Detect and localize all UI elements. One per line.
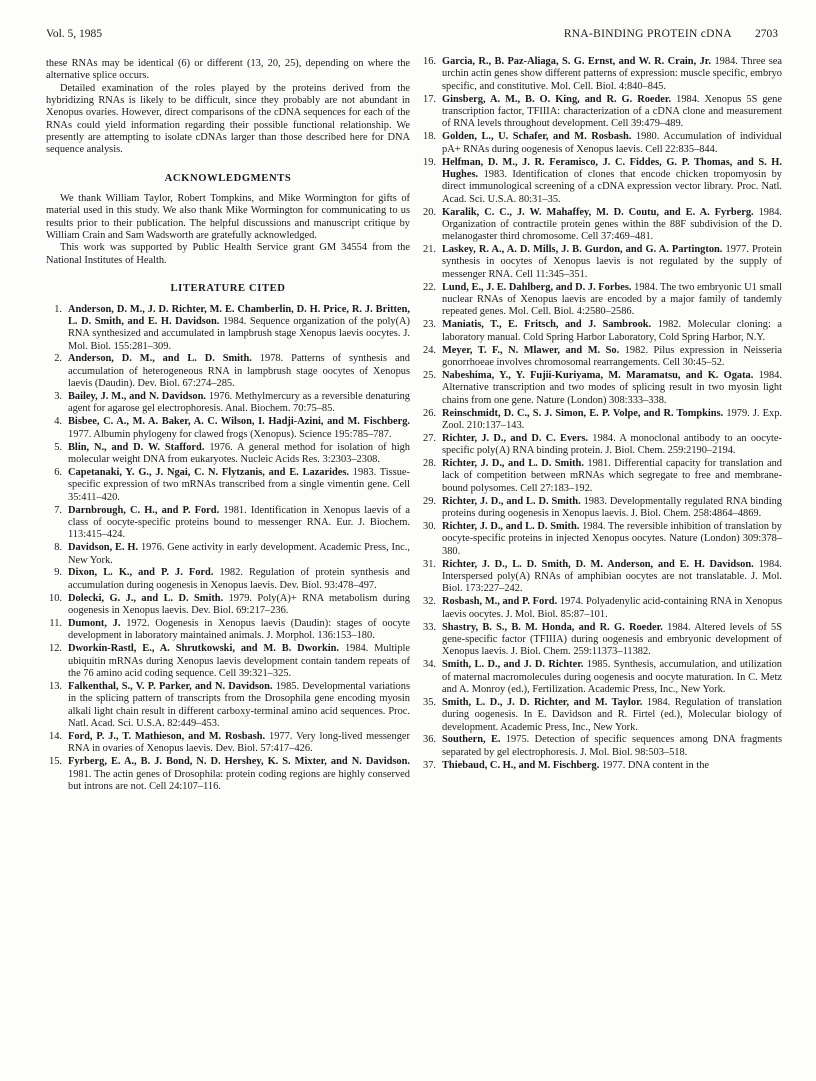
- reference-entry: [46, 304, 410, 353]
- reference-citation: 1982. Pilus expression in Neisseria gonorrhoeae involves chromosomal rearrangements. Cell 30:45–52.: [442, 344, 782, 368]
- reference-entry: [420, 56, 782, 93]
- left-column: [46, 58, 410, 794]
- reference-authors: Richter, J. D., and L. D. Smith.: [442, 458, 584, 470]
- reference-authors: Ford, P. J., T. Mathieson, and M. Rosbash.: [68, 730, 266, 742]
- reference-entry: [420, 697, 782, 734]
- reference-citation: 1972. Oogenesis in Xenopus laevis (Daudin): stages of oocyte development in laboratory maintained animals. J. Morphol. 136:153–180.: [68, 618, 410, 642]
- funding-paragraph: This work was supported by Public Health Service grant GM 34554 from the National Institutes of Health.: [46, 242, 410, 266]
- reference-citation: 1979. J. Exp. Zool. 210:137–143.: [442, 407, 782, 431]
- reference-entry: [46, 731, 410, 756]
- reference-number: 11.: [49, 618, 62, 630]
- reference-entry: [420, 433, 782, 458]
- reference-authors: Dolecki, G. J., and L. D. Smith.: [68, 592, 224, 604]
- reference-citation: 1984. Three sea urchin actin genes show different patterns of expression: muscle specific, embryo specific, and constitutive. Mol. Cell. Biol. 4:840–845.: [442, 56, 782, 92]
- reference-entry: [46, 442, 410, 467]
- reference-entry: [420, 496, 782, 521]
- reference-citation: 1984. Altered levels of 5S gene-specific factor (TFIIIA) during oogenesis and embryonic development of Xenopus laevis. J. Biol. Chem. 259:11373–11382.: [442, 621, 783, 658]
- reference-entry: [420, 734, 782, 759]
- page-header: [46, 28, 778, 44]
- acknowledgments-paragraph: We thank William Taylor, Robert Tompkins, and Mike Wormington for gifts of material used in this study. We also thank Mike Wormington for communicating to us results prior to their publication. The helpful discussions and manuscript critique by William Crain and Sam Wadsworth are gratefully acknowledged.: [46, 193, 410, 242]
- reference-authors: Capetanaki, Y. G., J. Ngai, C. N. Flytzanis, and E. Lazarides.: [68, 466, 349, 478]
- reference-authors: Thiebaud, C. H., and M. Fischberg.: [442, 759, 600, 771]
- reference-number: 16.: [423, 56, 436, 67]
- reference-number: 6.: [54, 466, 62, 478]
- reference-authors: Dworkin-Rastl, E., A. Shrutkowski, and M. B. Dworkin.: [68, 643, 340, 655]
- reference-citation: 1981. The actin genes of Drosophila: protein coding regions are highly conserved but introns are not. Cell 24:107–116.: [68, 768, 410, 792]
- reference-number: 34.: [423, 659, 436, 671]
- reference-citation: 1980. Accumulation of individual pA+ RNAs during oogenesis of Xenopus laevis. Cell 22:835–844.: [442, 131, 782, 155]
- reference-entry: [46, 353, 410, 390]
- reference-number: 23.: [423, 319, 436, 331]
- reference-citation: 1984. Multiple ubiquitin mRNAs during Xenopus laevis development contain tandem repeats of the 76 amino acid coding sequence. Cell 39:321–325.: [68, 643, 411, 679]
- reference-number: 10.: [49, 592, 62, 604]
- reference-number: 1.: [54, 303, 62, 315]
- reference-number: 7.: [54, 504, 62, 516]
- reference-entry: [420, 157, 782, 206]
- reference-number: 18.: [423, 131, 436, 143]
- reference-entry: [420, 131, 782, 156]
- reference-entry: [420, 370, 782, 407]
- reference-number: 26.: [423, 407, 436, 419]
- reference-authors: Meyer, T. F., N. Mlawer, and M. So.: [442, 344, 620, 356]
- running-title: RNA-BINDING PROTEIN cDNA: [563, 28, 732, 40]
- reference-entry: [420, 282, 782, 319]
- reference-entry: [420, 458, 782, 495]
- reference-citation: 1976. A general method for isolation of high molecular weight DNA from eukaryotes. Nucleic Acids Res. 3:2303–2308.: [68, 441, 410, 465]
- reference-number: 5.: [54, 441, 62, 453]
- reference-authors: Richter, J. D., and L. D. Smith.: [442, 495, 581, 507]
- reference-citation: 1984. Interspersed poly(A) RNAs of amphibian oocytes are not translatable. J. Mol. Biol. 173:227–242.: [442, 558, 782, 595]
- reference-entry: [46, 643, 410, 680]
- reference-entry: [46, 756, 410, 793]
- reference-citation: 1981. Identification in Xenopus laevis of a class of oocyte-specific proteins bound to messenger RNA. Eur. J. Biochem. 113:415–424.: [68, 504, 410, 541]
- reference-citation: 1975. Detection of specific sequences among DNA fragments separated by gel electrophoresis. J. Mol. Biol. 98:503–518.: [442, 734, 782, 758]
- reference-authors: Richter, J. D., and L. D. Smith.: [442, 521, 580, 533]
- reference-authors: Lund, E., J. E. Dahlberg, and D. J. Forbes.: [442, 281, 632, 293]
- reference-authors: Garcia, R., B. Paz-Aliaga, S. G. Ernst, and W. R. Crain, Jr.: [442, 56, 712, 67]
- reference-number: 32.: [423, 596, 436, 608]
- reference-citation: 1976. Methylmercury as a reversible denaturing agent for agarose gel electrophoresis. Anal. Biochem. 70:75–85.: [68, 391, 410, 415]
- reference-number: 14.: [49, 730, 62, 742]
- reference-entry: [420, 521, 782, 558]
- reference-number: 17.: [423, 93, 436, 105]
- reference-list-right: [420, 56, 782, 772]
- reference-number: 22.: [423, 281, 436, 293]
- reference-list-left: [46, 304, 410, 794]
- reference-citation: 1984. A monoclonal antibody to an oocyte-specific poly(A) RNA binding protein. J. Biol. Chem. 259:2190–2194.: [442, 432, 782, 457]
- reference-citation: 1977. Very long-lived messenger RNA in ovaries of Xenopus laevis. Dev. Biol. 57:417–426.: [68, 730, 410, 755]
- reference-authors: Helfman, D. M., J. R. Feramisco, J. C. Fiddes, G. P. Thomas, and S. H. Hughes.: [442, 156, 782, 180]
- reference-entry: [420, 319, 782, 344]
- reference-entry: [46, 593, 410, 618]
- reference-number: 27.: [423, 432, 436, 444]
- reference-number: 4.: [54, 416, 62, 428]
- reference-authors: Richter, J. D., and D. C. Evers.: [442, 432, 589, 444]
- reference-citation: 1981. Differential capacity for translation and lack of competition between mRNAs which segregate to free and membrane-bound polysomes. Cell 27:183–192.: [442, 458, 782, 494]
- right-column: [420, 56, 782, 773]
- reference-authors: Dumont, J.: [68, 618, 121, 630]
- reference-authors: Richter, J. D., L. D. Smith, D. M. Anderson, and E. H. Davidson.: [442, 558, 754, 570]
- reference-authors: Ginsberg, A. M., B. O. King, and R. G. Roeder.: [442, 93, 672, 105]
- reference-citation: 1985. Synthesis, accumulation, and utilization of maternal macromolecules during oogenesis and oocyte maturation. In C. Metz and A. Monroy (ed.), Fertilization. Academic Press, Inc., New York.: [442, 659, 782, 695]
- reference-citation: 1977. Albumin phylogeny for clawed frogs (Xenopus). Science 195:785–787.: [68, 428, 392, 440]
- reference-citation: 1984. Regulation of translation during oogenesis. In E. Davidson and R. Firtel (ed.), Molecular biology of development. Academic Press, Inc., New York.: [442, 696, 782, 733]
- reference-authors: Bailey, J. M., and N. Davidson.: [68, 391, 206, 403]
- reference-authors: Nabeshima, Y., Y. Fujii-Kuriyama, M. Maramatsu, and K. Ogata.: [442, 369, 754, 381]
- reference-entry: [420, 244, 782, 281]
- reference-number: 15.: [49, 756, 62, 768]
- reference-number: 29.: [423, 495, 436, 507]
- reference-authors: Blin, N., and D. W. Stafford.: [68, 441, 205, 453]
- reference-entry: [420, 596, 782, 621]
- reference-authors: Darnbrough, C. H., and P. Ford.: [68, 504, 220, 516]
- page-number: 2703: [755, 28, 778, 40]
- reference-entry: [420, 345, 782, 370]
- reference-entry: [420, 559, 782, 596]
- reference-authors: Reinschmidt, D. C., S. J. Simon, E. P. Volpe, and R. Tompkins.: [442, 407, 724, 419]
- reference-authors: Shastry, B. S., B. M. Honda, and R. G. Roeder.: [442, 621, 663, 633]
- reference-citation: 1976. Gene activity in early development. Academic Press, Inc., New York.: [68, 542, 410, 566]
- reference-authors: Smith, L. D., and J. D. Richter.: [442, 659, 584, 671]
- reference-number: 35.: [423, 696, 436, 708]
- reference-authors: Rosbash, M., and P. Ford.: [442, 596, 558, 608]
- reference-citation: 1984. The reversible inhibition of translation by oocyte-specific proteins in injected Xenopus oocytes. Nature (London) 309:378–380.: [442, 521, 782, 557]
- reference-number: 37.: [423, 759, 436, 771]
- reference-authors: Southern, E.: [442, 734, 501, 746]
- reference-citation: 1983. Identification of clones that encode chicken tropomyosin by direct immunological screening of a cDNA expression vector library. Proc. Natl. Acad. Sci. U.S.A. 80:31–35.: [442, 168, 782, 205]
- volume-label: Vol. 5, 1985: [46, 28, 103, 40]
- reference-citation: 1984. Alternative transcription and two modes of splicing result in two myosin light chains from one gene. Nature (London) 308:333–338.: [442, 369, 782, 406]
- reference-authors: Karalik, C. C., J. W. Mahaffey, M. D. Coutu, and E. A. Fyrberg.: [442, 206, 754, 218]
- reference-citation: 1984. The two embryonic U1 small nuclear RNAs of Xenopus laevis are encoded by a major family of tandemly repeated genes. Mol. Cell. Biol. 4:2580–2586.: [442, 281, 782, 318]
- reference-number: 2.: [54, 353, 62, 365]
- reference-authors: Golden, L., U. Schafer, and M. Rosbash.: [442, 131, 632, 143]
- reference-entry: [46, 567, 410, 592]
- reference-authors: Fyrberg, E. A., B. J. Bond, N. D. Hershey, K. S. Mixter, and N. Davidson.: [68, 756, 410, 768]
- reference-number: 36.: [423, 734, 436, 746]
- reference-citation: 1983. Developmentally regulated RNA binding proteins during oogenesis in Xenopus laevis. J. Biol. Chem. 258:4864–4869.: [442, 495, 782, 520]
- reference-citation: 1977. DNA content in the: [601, 759, 710, 771]
- reference-number: 12.: [49, 643, 62, 655]
- reference-citation: 1985. Developmental variations in the splicing pattern of transcripts from the Drosophila gene encoding myosin alkali light chain result in different carboxy-terminal amino acid sequences. Proc. Natl. Acad. Sci. U.S.A. 82:449–453.: [68, 680, 410, 729]
- reference-citation: 1978. Patterns of synthesis and accumulation of heterogeneous RNA in lampbrush stage oocytes of Xenopus laevis (Daudin). Dev. Biol. 67:274–285.: [68, 353, 410, 390]
- reference-number: 33.: [423, 621, 436, 633]
- reference-number: 3.: [54, 391, 62, 403]
- reference-entry: [46, 505, 410, 542]
- reference-authors: Falkenthal, S., V. P. Parker, and N. Davidson.: [68, 680, 273, 692]
- reference-citation: 1979. Poly(A)+ RNA metabolism during oogenesis in Xenopus laevis. Dev. Biol. 69:217–236.: [68, 592, 410, 617]
- reference-citation: 1982. Regulation of protein synthesis and accumulation during oogenesis in Xenopus laevis. Dev. Biol. 93:478–497.: [68, 567, 410, 591]
- reference-citation: 1974. Polyadenylic acid-containing RNA in Xenopus laevis oocytes. J. Mol. Biol. 85:87–101.: [442, 596, 782, 620]
- reference-entry: [420, 659, 782, 696]
- reference-number: 28.: [423, 458, 436, 470]
- reference-citation: 1977. Protein synthesis in oocytes of Xenopus laevis is not regulated by the supply of messenger RNA. Cell 11:345–351.: [442, 244, 782, 280]
- acknowledgments-heading: ACKNOWLEDGMENTS: [164, 172, 292, 184]
- reference-number: 21.: [423, 244, 436, 256]
- reference-entry: [420, 207, 782, 244]
- reference-authors: Laskey, R. A., A. D. Mills, J. B. Gurdon, and G. A. Partington.: [442, 244, 723, 256]
- reference-citation: 1984. Xenopus 5S gene transcription factor, TFIIIA: characterization of a cDNA clone and measurement of RNA levels throughout development. Cell 39:479–489.: [442, 93, 782, 130]
- reference-number: 19.: [423, 156, 436, 168]
- reference-entry: [46, 618, 410, 643]
- reference-authors: Dixon, L. K., and P. J. Ford.: [68, 567, 214, 579]
- reference-citation: 1984. Organization of contractile protein genes within the 88F subdivision of the D. melanogaster third chromosome. Cell 37:469–481.: [442, 206, 782, 243]
- reference-number: 13.: [49, 680, 62, 692]
- reference-entry: [420, 408, 782, 433]
- reference-authors: Maniatis, T., E. Fritsch, and J. Sambrook.: [442, 319, 652, 331]
- reference-authors: Anderson, D. M., and L. D. Smith.: [68, 353, 252, 365]
- reference-number: 24.: [423, 344, 436, 356]
- reference-entry: [46, 467, 410, 504]
- reference-authors: Smith, L. D., J. D. Richter, and M. Taylor.: [442, 696, 643, 708]
- reference-authors: Anderson, D. M., J. D. Richter, M. E. Chamberlin, D. H. Price, R. J. Britten, L. D. Smith, and E. H. Davidson.: [68, 303, 410, 327]
- reference-entry: [46, 542, 410, 567]
- reference-authors: Bisbee, C. A., M. A. Baker, A. C. Wilson, I. Hadji-Azini, and M. Fischberg.: [68, 416, 410, 428]
- reference-entry: [420, 94, 782, 131]
- reference-entry: [420, 622, 782, 659]
- reference-citation: 1983. Tissue-specific expression of two mRNAs transcribed from a single vimentin gene. Cell 35:411–420.: [68, 466, 410, 503]
- reference-number: 30.: [423, 521, 436, 533]
- reference-citation: 1982. Molecular cloning: a laboratory manual. Cold Spring Harbor Laboratory, Cold Spring Harbor, N.Y.: [442, 319, 782, 343]
- reference-entry: [420, 760, 782, 772]
- reference-entry: [46, 391, 410, 416]
- reference-citation: 1984. Sequence organization of the poly(A) RNA synthesized and accumulated in lampbrush stage Xenopus laevis oocytes. J. Mol. Biol. 155:281–309.: [68, 315, 411, 352]
- reference-number: 25.: [423, 369, 436, 381]
- reference-number: 9.: [54, 567, 62, 579]
- reference-number: 20.: [423, 206, 436, 218]
- body-paragraph: Detailed examination of the roles played by the proteins derived from the hybridizing RNAs is likely to be difficult, since they probably are not abundant in Xenopus ovaries. However, direct comparisons of the cDNA sequences for each of the RNAs could yield information regarding their possible functional relationship. We presently are attempting to isolate cDNAs larger than those described here for DNA sequence analysis.: [46, 82, 410, 156]
- body-paragraph: these RNAs may be identical (6) or different (13, 20, 25), depending on where the alternative splice occurs.: [46, 58, 410, 82]
- reference-number: 8.: [54, 542, 62, 554]
- reference-authors: Davidson, E. H.: [68, 542, 139, 554]
- reference-entry: [46, 681, 410, 730]
- literature-cited-heading: LITERATURE CITED: [170, 283, 286, 295]
- reference-entry: [46, 416, 410, 441]
- reference-number: 31.: [423, 558, 436, 570]
